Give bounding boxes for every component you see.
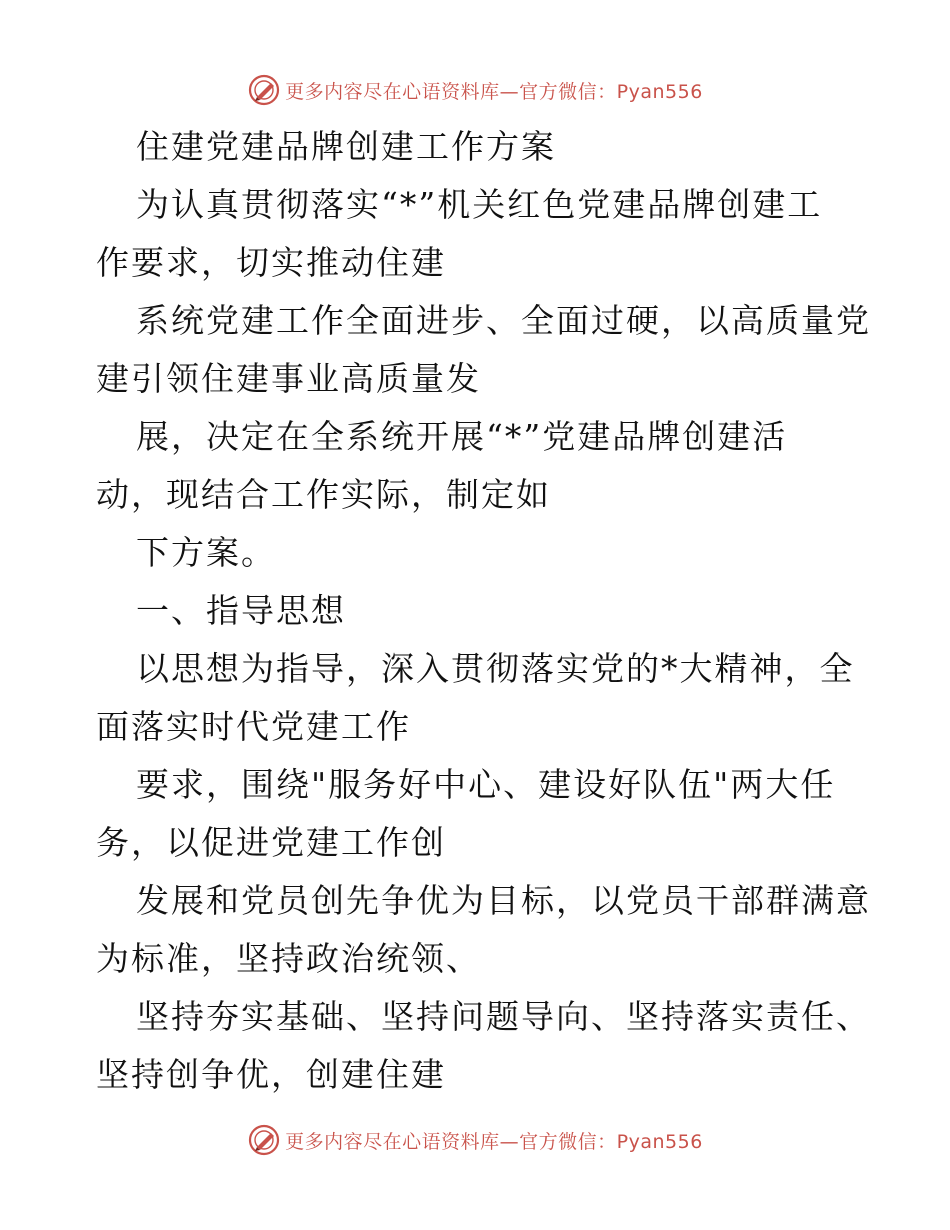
document-line: 要求，围绕"服务好中心、建设好队伍"两大任 [136, 765, 836, 804]
watermark-text: 更多内容尽在心语资料库—官方微信：Pyan556 [285, 1130, 703, 1153]
document-line: 作要求，切实推动住建 [96, 243, 446, 282]
document-line: 下方案。 [136, 533, 276, 572]
watermark-banner-top [0, 70, 950, 110]
document-line: 坚持创争优，创建住建 [96, 1055, 446, 1094]
document-line: 面落实时代党建工作 [96, 707, 411, 746]
document-line: 住建党建品牌创建工作方案 [136, 127, 556, 166]
document-line: 发展和党员创先争优为目标，以党员干部群满意 [136, 881, 871, 920]
document-line: 以思想为指导，深入贯彻落实党的*大精神，全 [136, 649, 855, 688]
document-line: 坚持夯实基础、坚持问题导向、坚持落实责任、 [136, 997, 871, 1036]
document-line: 为认真贯彻落实“*”机关红色党建品牌创建工 [136, 185, 823, 224]
document-line: 系统党建工作全面进步、全面过硬，以高质量党 [136, 301, 871, 340]
document-line: 务，以促进党建工作创 [96, 823, 446, 862]
document-line: 展，决定在全系统开展“*”党建品牌创建活 [136, 417, 788, 456]
pen-seal-icon [247, 1123, 281, 1157]
document-body [96, 118, 871, 1104]
document-line: 为标准，坚持政治统领、 [96, 939, 481, 978]
watermark-text: 更多内容尽在心语资料库—官方微信：Pyan556 [285, 80, 703, 103]
document-line: 建引领住建事业高质量发 [96, 359, 481, 398]
watermark-banner-bottom [0, 1120, 950, 1160]
pen-seal-icon [247, 73, 281, 107]
document-line: 一、指导思想 [136, 591, 346, 630]
document-line: 动，现结合工作实际，制定如 [96, 475, 551, 514]
